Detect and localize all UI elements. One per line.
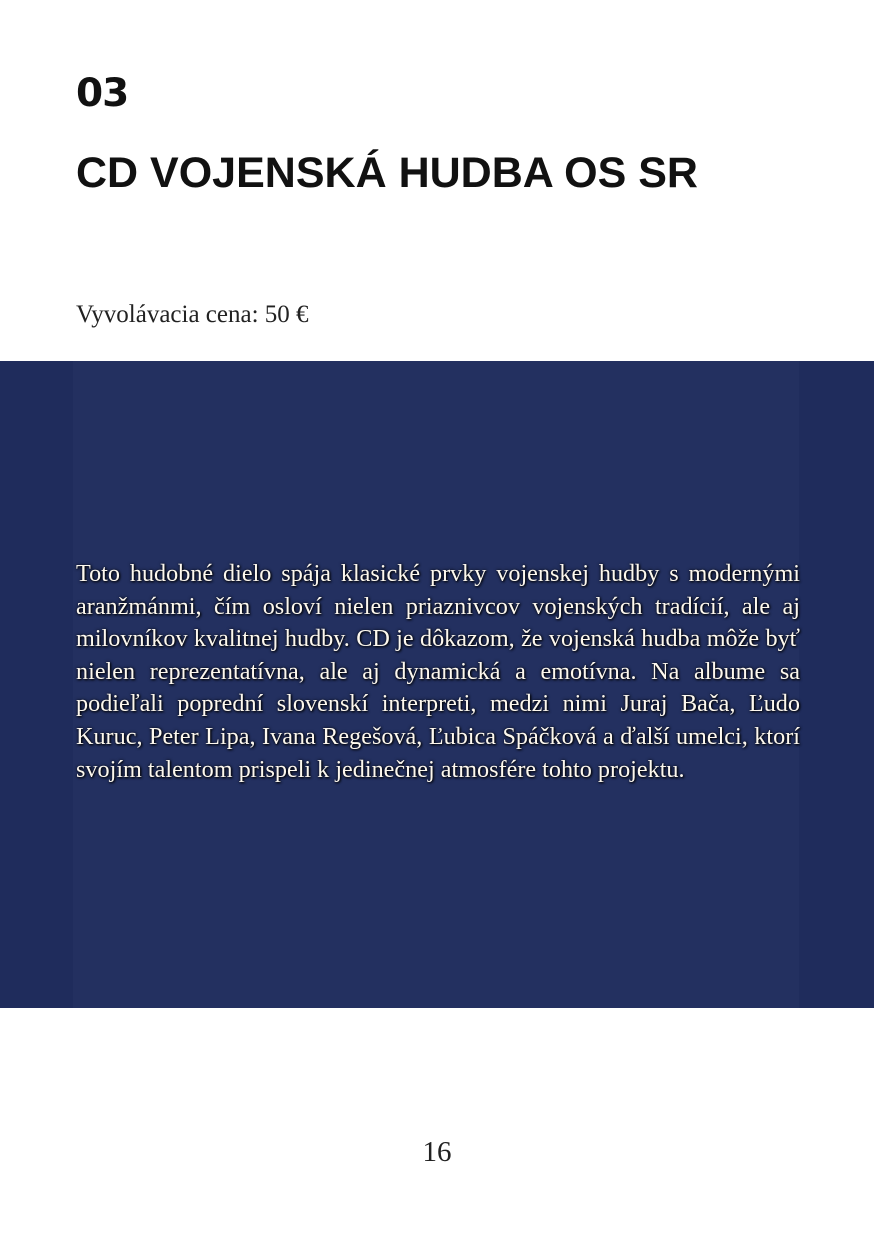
starting-price: Vyvolávacia cena: 50 € — [76, 301, 309, 328]
item-title: CD VOJENSKÁ HUDBA OS SR — [76, 149, 698, 197]
page-number: 16 — [422, 1136, 452, 1168]
item-description: Toto hudobné dielo spája klasické prvky vojenskej hudby s modernými aranžmánmi, čím osloví nielen priaznivcov vojenských tradícií, ale aj milovníkov kvalitnej hudby. CD je dôkazom, že vojenská hudba môže byť nielen reprezentatívna, ale aj dynamická a emotívna. Na albume sa podieľali poprední slovenskí interpreti, medzi nimi Juraj Bača, Ľudo Kuruc, Peter Lipa, Ivana Regešová, Ľubica Spáčková a ďalší umelci, ktorí svojím talentom prispeli k jedinečnej atmosfére tohto projektu. — [76, 560, 800, 783]
item-number: 03 — [76, 71, 129, 116]
